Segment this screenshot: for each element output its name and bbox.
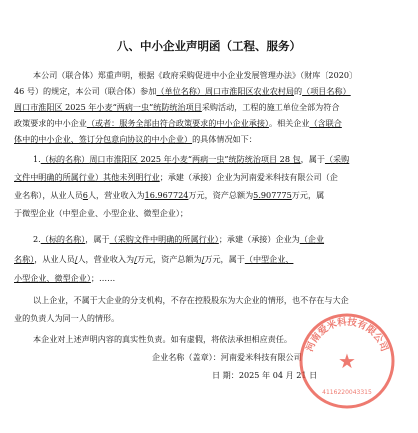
label: 文件中明确的所属行业） bbox=[14, 172, 104, 182]
label: （采购文件中明确的所属行业） bbox=[109, 234, 219, 244]
text: 人，营业收入为 bbox=[77, 254, 135, 264]
industry: 其他未列明行业 bbox=[103, 172, 160, 182]
text: 46 号）的规定，本公司（联合体）参加 bbox=[14, 86, 157, 96]
unit-name: （单位名称）周口市淮阳区农业农村局 bbox=[156, 86, 294, 96]
para-2-line-2 bbox=[14, 313, 119, 324]
seal-code: 4116220043315 bbox=[322, 389, 372, 396]
text: 的 bbox=[293, 86, 303, 96]
note: 体中的中小企业、签订分包意向协议的中小企业） bbox=[14, 134, 193, 144]
total-assets: 5.907775 bbox=[253, 190, 292, 200]
text: 以上企业，不属于大企业的分支机构，不存在控股股东为大企业的情形，也不存在与大企 bbox=[33, 295, 349, 305]
star-icon: ★ bbox=[338, 349, 356, 373]
note: （含联合 bbox=[309, 118, 342, 128]
text: ；承建（承接）企业为河南爱米科技有限公司（企 bbox=[159, 172, 338, 182]
text: 于微型企业（中型企业、小型企业、微型企业）； bbox=[14, 208, 189, 218]
text: 本企业对上述声明内容的真实性负责。如有虚假，将依法承担相应责任。 bbox=[33, 334, 293, 344]
text: 的具体情况如下： bbox=[192, 134, 257, 144]
para-1-line-3 bbox=[14, 102, 339, 113]
item-1-line-1 bbox=[33, 154, 349, 165]
revenue: 16.967724 bbox=[144, 190, 189, 200]
text: 2. bbox=[33, 234, 41, 244]
seal-text: 河南爱米科技有限公司 bbox=[304, 316, 390, 354]
date-line: 日 期：2025 年 04 月 21 日 bbox=[212, 370, 318, 380]
employees: 6 bbox=[82, 190, 88, 200]
text: 万元，资产总额为 bbox=[188, 190, 254, 200]
para-1-line-5 bbox=[14, 134, 257, 145]
label: （中型企业、 bbox=[244, 254, 294, 264]
text: ；…… bbox=[90, 273, 116, 283]
label: （标的名称） bbox=[40, 234, 86, 244]
label: （标的名称） bbox=[40, 154, 90, 164]
text: 1. bbox=[33, 154, 41, 164]
text: 人，营业收入为 bbox=[87, 190, 145, 200]
para-1-line-2 bbox=[14, 86, 351, 97]
item-1-line-4 bbox=[14, 208, 188, 219]
company-seal-stamp bbox=[298, 312, 396, 410]
total-assets: / bbox=[201, 254, 205, 264]
label: （企业 bbox=[299, 234, 325, 244]
text: 。相关企业 bbox=[268, 118, 310, 128]
label: （采购 bbox=[324, 154, 350, 164]
para-3 bbox=[33, 334, 292, 345]
item-2-line-1 bbox=[33, 234, 324, 245]
text: 采购活动，工程的施工单位全部为符合 bbox=[201, 102, 340, 112]
text: 万元，属于 bbox=[204, 254, 245, 264]
project-name-label: （项目名称） bbox=[302, 86, 351, 96]
text: 业名称），从业人员 bbox=[14, 190, 83, 200]
text: 本公司（联合体）郑重声明，根据《政府采购促进中小企业发展管理办法》（财库〔2020〕 bbox=[33, 70, 358, 80]
text: ，属于 bbox=[85, 234, 110, 244]
text: ；承建（承接）企业为 bbox=[218, 234, 300, 244]
label: 名称） bbox=[14, 254, 35, 264]
item-2-line-2 bbox=[14, 254, 293, 265]
item-1-line-3 bbox=[14, 190, 324, 201]
para-2-line-1 bbox=[33, 295, 349, 306]
label: 小型企业、微型企业） bbox=[14, 273, 91, 283]
item-2-line-3 bbox=[14, 273, 115, 284]
text: ，从业人员 bbox=[34, 254, 75, 264]
project-name: 周口市淮阳区 2025 年小麦“两病一虫”统防统治项目 bbox=[14, 102, 202, 112]
service-note: （或者：服务全部由符合政策要求的中小企业承接） bbox=[86, 118, 269, 128]
text: 业的负责人为同一人的情形。 bbox=[14, 313, 120, 323]
employees: / bbox=[74, 254, 78, 264]
text: 万元，属 bbox=[291, 190, 325, 200]
subject-name: 周口市淮阳区 2025 年小麦“两病一虫”统防统治项目 28 包 bbox=[89, 154, 301, 164]
company-name-line: 企业名称（盖章）：河南爱米科技有限公司 bbox=[152, 352, 302, 362]
text: 万元，资产总额为 bbox=[136, 254, 202, 264]
page-title: 八、中小企业声明函（工程、服务） bbox=[117, 39, 301, 53]
item-1-line-2 bbox=[14, 172, 338, 183]
text: ，属于 bbox=[300, 154, 325, 164]
text: 政策要求的中小企业 bbox=[14, 118, 87, 128]
para-1-line-1 bbox=[33, 70, 357, 81]
revenue: / bbox=[134, 254, 137, 264]
para-1-line-4 bbox=[14, 118, 342, 129]
